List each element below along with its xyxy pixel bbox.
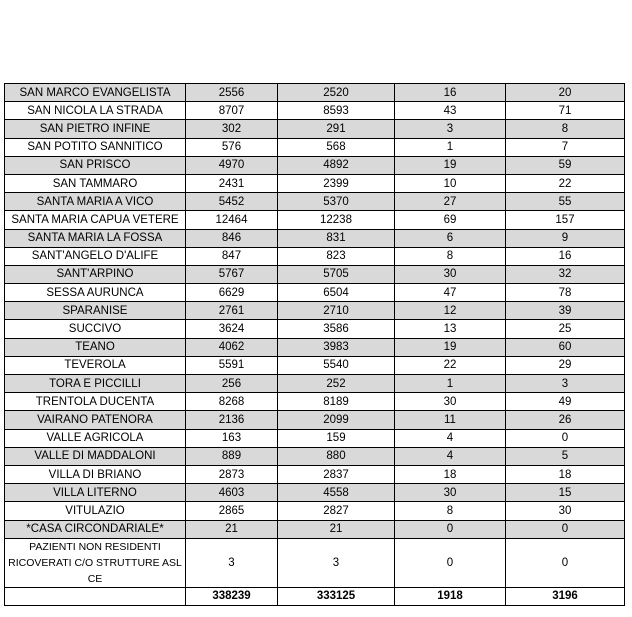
value-cell-2: 880 — [278, 447, 395, 465]
value-cell-2: 8593 — [278, 102, 395, 120]
table-row — [5, 302, 625, 320]
total-row — [5, 587, 625, 605]
value-cell-1: 2136 — [186, 411, 278, 429]
value-cell-2: 5705 — [278, 265, 395, 283]
value-cell-4: 32 — [506, 265, 625, 283]
value-cell-3: 10 — [395, 174, 506, 192]
value-cell-1: 847 — [186, 247, 278, 265]
value-cell-2: 2099 — [278, 411, 395, 429]
value-cell-4: 18 — [506, 465, 625, 483]
comune-name-cell: VALLE AGRICOLA — [5, 429, 186, 447]
value-cell-2: 4558 — [278, 484, 395, 502]
value-cell-3: 1918 — [395, 587, 506, 605]
value-cell-4: 0 — [506, 520, 625, 538]
value-cell-3: 30 — [395, 393, 506, 411]
value-cell-4: 22 — [506, 174, 625, 192]
table-row — [5, 265, 625, 283]
value-cell-1: 3624 — [186, 320, 278, 338]
comune-name-cell: TEVEROLA — [5, 356, 186, 374]
value-cell-4: 8 — [506, 120, 625, 138]
value-cell-2: 5540 — [278, 356, 395, 374]
table-row — [5, 247, 625, 265]
value-cell-2: 823 — [278, 247, 395, 265]
value-cell-2: 5370 — [278, 193, 395, 211]
comune-name-cell: SAN TAMMARO — [5, 174, 186, 192]
table-row — [5, 193, 625, 211]
value-cell-3: 4 — [395, 429, 506, 447]
comune-name-cell: PAZIENTI NON RESIDENTI RICOVERATI C/O STRUTTURE ASL CE — [5, 538, 186, 587]
value-cell-1: 889 — [186, 447, 278, 465]
comune-name-cell: SANTA MARIA CAPUA VETERE — [5, 211, 186, 229]
value-cell-2: 12238 — [278, 211, 395, 229]
value-cell-3: 16 — [395, 84, 506, 102]
value-cell-4: 60 — [506, 338, 625, 356]
value-cell-2: 2520 — [278, 84, 395, 102]
table-row — [5, 284, 625, 302]
value-cell-2: 21 — [278, 520, 395, 538]
table-row — [5, 411, 625, 429]
table-row — [5, 502, 625, 520]
value-cell-4: 71 — [506, 102, 625, 120]
value-cell-1: 2761 — [186, 302, 278, 320]
value-cell-3: 8 — [395, 502, 506, 520]
non-resident-row — [5, 538, 625, 587]
value-cell-3: 18 — [395, 465, 506, 483]
comune-name-cell: SAN POTITO SANNITICO — [5, 138, 186, 156]
comune-name-cell: VALLE DI MADDALONI — [5, 447, 186, 465]
value-cell-1: 8707 — [186, 102, 278, 120]
comune-name-cell: TEANO — [5, 338, 186, 356]
value-cell-4: 29 — [506, 356, 625, 374]
value-cell-3: 1 — [395, 138, 506, 156]
comune-name-cell: SAN MARCO EVANGELISTA — [5, 84, 186, 102]
value-cell-2: 2827 — [278, 502, 395, 520]
comune-name-cell: VILLA DI BRIANO — [5, 465, 186, 483]
comune-name-cell: SUCCIVO — [5, 320, 186, 338]
comune-name-cell: SANTA MARIA A VICO — [5, 193, 186, 211]
value-cell-3: 30 — [395, 265, 506, 283]
table-row — [5, 120, 625, 138]
value-cell-1: 5452 — [186, 193, 278, 211]
value-cell-3: 13 — [395, 320, 506, 338]
value-cell-1: 576 — [186, 138, 278, 156]
value-cell-2: 568 — [278, 138, 395, 156]
table-row — [5, 356, 625, 374]
comune-name-cell: SAN PRISCO — [5, 156, 186, 174]
value-cell-2: 3 — [278, 538, 395, 587]
table-row — [5, 211, 625, 229]
value-cell-1: 302 — [186, 120, 278, 138]
value-cell-1: 4970 — [186, 156, 278, 174]
value-cell-4: 0 — [506, 429, 625, 447]
table-row — [5, 174, 625, 192]
value-cell-4: 78 — [506, 284, 625, 302]
value-cell-3: 22 — [395, 356, 506, 374]
value-cell-4: 49 — [506, 393, 625, 411]
value-cell-1: 846 — [186, 229, 278, 247]
value-cell-1: 256 — [186, 375, 278, 393]
comune-name-cell: SANTA MARIA LA FOSSA — [5, 229, 186, 247]
value-cell-3: 43 — [395, 102, 506, 120]
value-cell-2: 3983 — [278, 338, 395, 356]
table-row — [5, 375, 625, 393]
comune-name-cell: VITULAZIO — [5, 502, 186, 520]
value-cell-2: 291 — [278, 120, 395, 138]
value-cell-2: 2710 — [278, 302, 395, 320]
table-row — [5, 229, 625, 247]
value-cell-3: 0 — [395, 538, 506, 587]
value-cell-2: 159 — [278, 429, 395, 447]
table-row — [5, 429, 625, 447]
value-cell-1: 5591 — [186, 356, 278, 374]
value-cell-2: 2837 — [278, 465, 395, 483]
data-table — [4, 83, 625, 606]
value-cell-4: 7 — [506, 138, 625, 156]
value-cell-2: 2399 — [278, 174, 395, 192]
comune-name-cell: TORA E PICCILLI — [5, 375, 186, 393]
value-cell-4: 59 — [506, 156, 625, 174]
comune-name-cell — [5, 587, 186, 605]
value-cell-4: 157 — [506, 211, 625, 229]
value-cell-1: 4062 — [186, 338, 278, 356]
value-cell-2: 252 — [278, 375, 395, 393]
comune-name-cell: SPARANISE — [5, 302, 186, 320]
value-cell-1: 338239 — [186, 587, 278, 605]
value-cell-3: 8 — [395, 247, 506, 265]
comune-name-cell: SANT'ANGELO D'ALIFE — [5, 247, 186, 265]
value-cell-4: 25 — [506, 320, 625, 338]
comune-name-cell: SESSA AURUNCA — [5, 284, 186, 302]
value-cell-3: 6 — [395, 229, 506, 247]
value-cell-2: 4892 — [278, 156, 395, 174]
value-cell-2: 3586 — [278, 320, 395, 338]
value-cell-1: 2556 — [186, 84, 278, 102]
value-cell-2: 6504 — [278, 284, 395, 302]
table-row — [5, 520, 625, 538]
value-cell-4: 15 — [506, 484, 625, 502]
value-cell-1: 12464 — [186, 211, 278, 229]
value-cell-4: 3 — [506, 375, 625, 393]
value-cell-4: 3196 — [506, 587, 625, 605]
value-cell-3: 47 — [395, 284, 506, 302]
value-cell-1: 8268 — [186, 393, 278, 411]
comune-name-cell: SAN PIETRO INFINE — [5, 120, 186, 138]
comune-name-cell: VAIRANO PATENORA — [5, 411, 186, 429]
value-cell-3: 19 — [395, 156, 506, 174]
value-cell-3: 69 — [395, 211, 506, 229]
table-row — [5, 447, 625, 465]
value-cell-3: 27 — [395, 193, 506, 211]
table-row — [5, 465, 625, 483]
value-cell-4: 55 — [506, 193, 625, 211]
value-cell-4: 0 — [506, 538, 625, 587]
value-cell-2: 333125 — [278, 587, 395, 605]
value-cell-2: 831 — [278, 229, 395, 247]
table-row — [5, 138, 625, 156]
table-row — [5, 156, 625, 174]
comune-name-cell: SANT'ARPINO — [5, 265, 186, 283]
table-row — [5, 338, 625, 356]
value-cell-1: 6629 — [186, 284, 278, 302]
value-cell-1: 21 — [186, 520, 278, 538]
value-cell-2: 8189 — [278, 393, 395, 411]
table-row — [5, 393, 625, 411]
comune-name-cell: *CASA CIRCONDARIALE* — [5, 520, 186, 538]
value-cell-3: 12 — [395, 302, 506, 320]
comune-name-cell: SAN NICOLA LA STRADA — [5, 102, 186, 120]
comune-name-cell: VILLA LITERNO — [5, 484, 186, 502]
value-cell-4: 16 — [506, 247, 625, 265]
value-cell-1: 163 — [186, 429, 278, 447]
value-cell-4: 20 — [506, 84, 625, 102]
value-cell-3: 30 — [395, 484, 506, 502]
value-cell-3: 3 — [395, 120, 506, 138]
value-cell-3: 1 — [395, 375, 506, 393]
value-cell-4: 26 — [506, 411, 625, 429]
value-cell-1: 2865 — [186, 502, 278, 520]
value-cell-1: 3 — [186, 538, 278, 587]
value-cell-4: 39 — [506, 302, 625, 320]
value-cell-1: 5767 — [186, 265, 278, 283]
value-cell-3: 11 — [395, 411, 506, 429]
value-cell-3: 19 — [395, 338, 506, 356]
value-cell-4: 30 — [506, 502, 625, 520]
value-cell-1: 2431 — [186, 174, 278, 192]
table-row — [5, 320, 625, 338]
table-body — [5, 84, 625, 606]
table-row — [5, 102, 625, 120]
value-cell-3: 4 — [395, 447, 506, 465]
comune-name-cell: TRENTOLA DUCENTA — [5, 393, 186, 411]
value-cell-1: 4603 — [186, 484, 278, 502]
value-cell-4: 9 — [506, 229, 625, 247]
table-row — [5, 84, 625, 102]
value-cell-3: 0 — [395, 520, 506, 538]
table-row — [5, 484, 625, 502]
value-cell-4: 5 — [506, 447, 625, 465]
value-cell-1: 2873 — [186, 465, 278, 483]
